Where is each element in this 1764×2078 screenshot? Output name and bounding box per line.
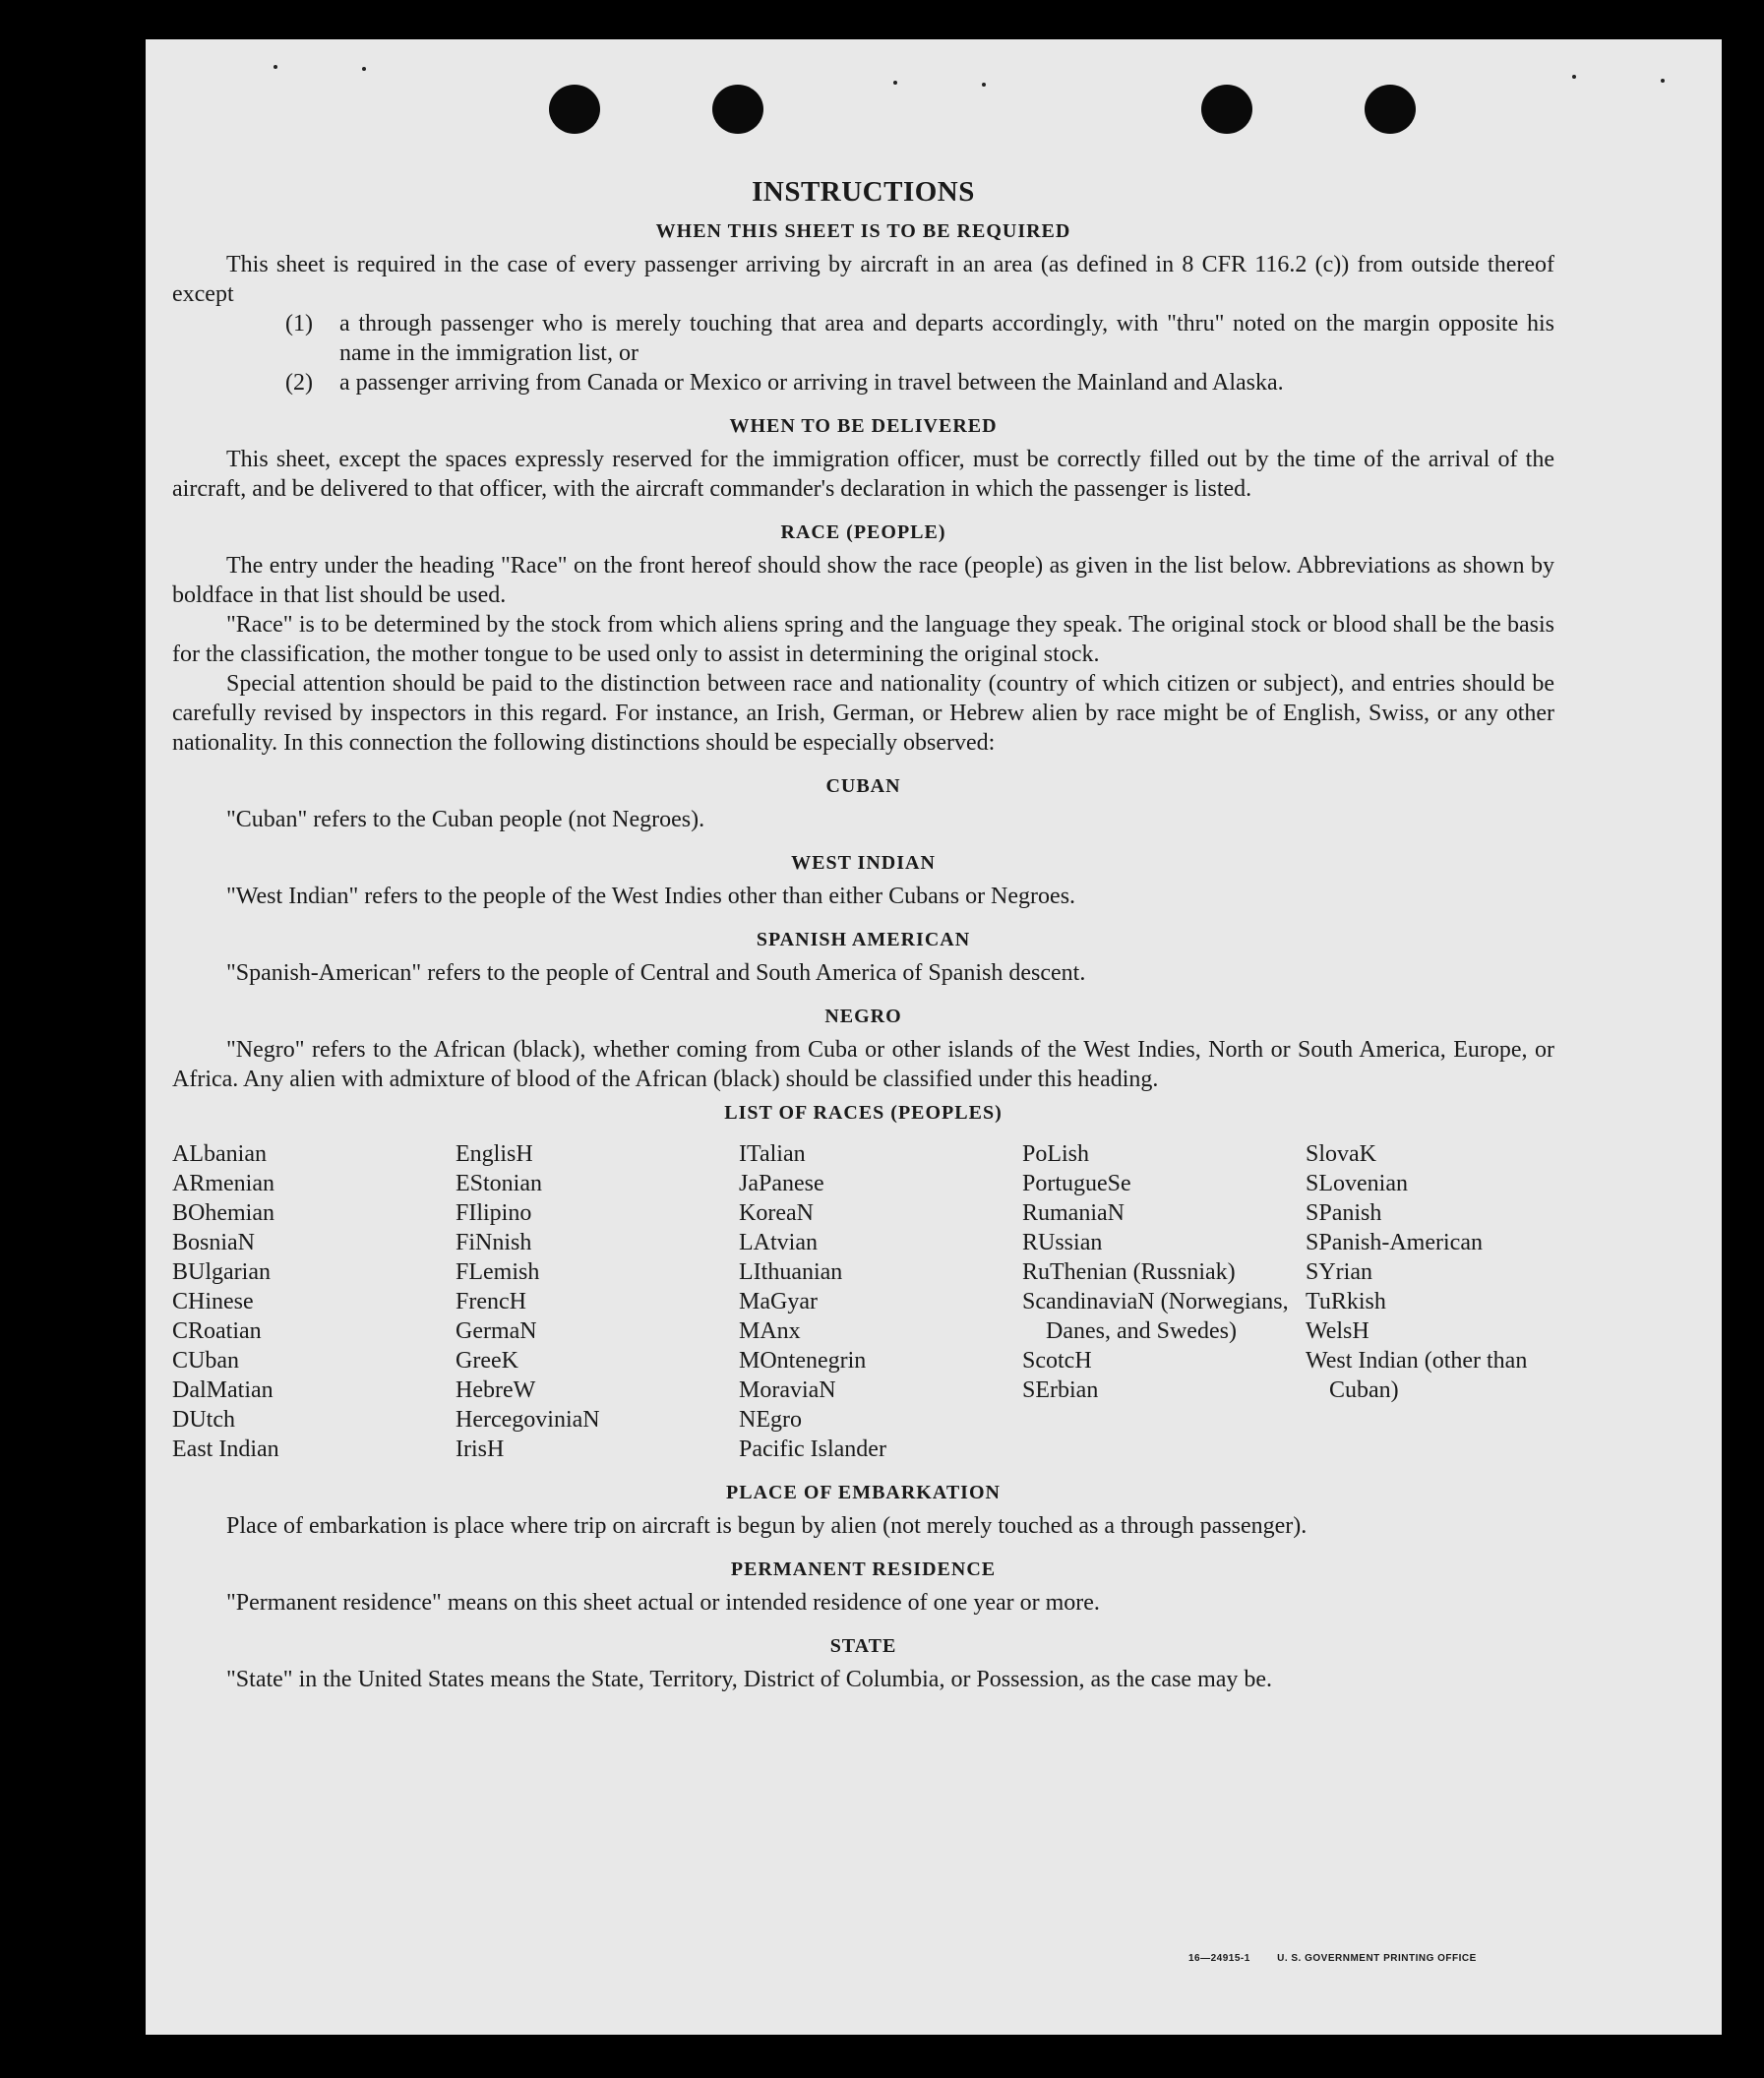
race-entry: BUlgarian — [172, 1259, 271, 1285]
race-entry: ScotcH — [1022, 1348, 1092, 1374]
race-entry: BosniaN — [172, 1230, 255, 1255]
race-entry: FrencH — [456, 1289, 526, 1314]
race-entry: PoLish — [1022, 1141, 1090, 1167]
section-heading-residence: PERMANENT RESIDENCE — [730, 1558, 997, 1580]
race-entry: MOntenegrin — [739, 1348, 867, 1374]
section-heading-race: RACE (PEOPLE) — [780, 521, 946, 543]
race-entry: TuRkish — [1306, 1289, 1386, 1314]
item-text: a passenger arriving from Canada or Mexico or arriving in travel between the Mainland and Alaska. — [339, 370, 1284, 396]
race-column — [456, 1139, 739, 1464]
exception-item — [285, 309, 1554, 368]
race-column — [1022, 1139, 1306, 1464]
form-number: 16—24915-1 — [1188, 1953, 1250, 1964]
punch-hole — [1365, 85, 1416, 134]
race-entry: LAtvian — [739, 1230, 818, 1255]
race-entry: MAnx — [739, 1318, 801, 1344]
race-paragraph-3: Special attention should be paid to the distinction between race and nationality (country of which citizen or subject), and entries should be carefully revised by inspectors in this regard. For instance, an Irish, German, or Hebrew alien by race might be of English, Swiss, or any other nationality. In this connection the following distinctions should be especially observed: — [172, 671, 1554, 756]
race-column — [739, 1139, 1022, 1464]
printer-footer — [1188, 1953, 1500, 1964]
race-entry: DalMatian — [172, 1377, 274, 1403]
race-entry: SPanish-American — [1306, 1230, 1483, 1255]
speck — [893, 81, 897, 85]
section-heading-list: LIST OF RACES (PEOPLES) — [724, 1102, 1003, 1124]
race-entry: HebreW — [456, 1377, 536, 1403]
speck — [362, 67, 366, 71]
instructions-body — [172, 177, 1554, 1694]
section-heading-negro: NEGRO — [824, 1006, 902, 1027]
race-entry: CUban — [172, 1348, 239, 1374]
negro-text: "Negro" refers to the African (black), whether coming from Cuba or other islands of the West Indies, North or South America, Europe, or Africa. Any alien with admixture of blood of the African (black) should be classified under this heading. — [172, 1037, 1554, 1092]
race-entry: RumaniaN — [1022, 1200, 1125, 1226]
race-entry: NEgro — [739, 1407, 802, 1433]
race-entry: West Indian (other than Cuban) — [1306, 1348, 1528, 1403]
document-page — [146, 39, 1722, 2035]
race-entry: MaGyar — [739, 1289, 818, 1314]
page-title: INSTRUCTIONS — [752, 176, 975, 208]
race-entry: WelsH — [1306, 1318, 1369, 1344]
section-heading-state: STATE — [829, 1635, 897, 1657]
race-entry: SYrian — [1306, 1259, 1372, 1285]
race-entry: EStonian — [456, 1171, 542, 1196]
residence-text: "Permanent residence" means on this sheet actual or intended residence of one year or more. — [226, 1590, 1100, 1616]
item-text: a through passenger who is merely touching that area and departs accordingly, with "thru" noted on the margin opposite his name in the immigration list, or — [339, 311, 1554, 366]
race-entry: FiNnish — [456, 1230, 532, 1255]
race-entry: MoraviaN — [739, 1377, 836, 1403]
section-heading-west-indian: WEST INDIAN — [791, 852, 936, 874]
race-entry: KoreaN — [739, 1200, 814, 1226]
race-entry: East Indian — [172, 1436, 279, 1462]
race-column — [1306, 1139, 1566, 1464]
race-column — [172, 1139, 456, 1464]
race-entry: ScandinaviaN (Norwegians, Danes, and Swedes) — [1022, 1289, 1289, 1344]
race-entry: CRoatian — [172, 1318, 262, 1344]
race-entry: FLemish — [456, 1259, 540, 1285]
race-entry: GreeK — [456, 1348, 518, 1374]
west-indian-text: "West Indian" refers to the people of the West Indies other than either Cubans or Negroes. — [226, 884, 1076, 909]
speck — [274, 65, 277, 69]
race-entry: CHinese — [172, 1289, 254, 1314]
exception-item — [285, 368, 1554, 397]
printer-name: U. S. GOVERNMENT PRINTING OFFICE — [1277, 1953, 1477, 1964]
section-heading-delivered: WHEN TO BE DELIVERED — [729, 415, 998, 437]
race-list — [172, 1139, 1554, 1464]
race-entry: GermaN — [456, 1318, 537, 1344]
race-entry: PortugueSe — [1022, 1171, 1131, 1196]
state-text: "State" in the United States means the State, Territory, District of Columbia, or Possession, as the case may be. — [226, 1667, 1273, 1692]
race-paragraph-1: The entry under the heading "Race" on the front hereof should show the race (people) as given in the list below. Abbreviations as shown by boldface in that list should be used. — [172, 553, 1554, 608]
required-text: This sheet is required in the case of every passenger arriving by aircraft in an area (as defined in 8 CFR 116.2 (c)) from outside thereof except — [172, 252, 1554, 307]
race-entry: HercegoviniaN — [456, 1407, 600, 1433]
race-entry: BOhemian — [172, 1200, 274, 1226]
punch-hole — [712, 85, 763, 134]
speck — [1661, 79, 1665, 83]
punch-hole — [549, 85, 600, 134]
race-entry: ITalian — [739, 1141, 806, 1167]
item-number: (2) — [285, 370, 313, 396]
cuban-text: "Cuban" refers to the Cuban people (not Negroes). — [226, 807, 705, 832]
item-number: (1) — [285, 311, 313, 336]
race-entry: SErbian — [1022, 1377, 1099, 1403]
race-entry: FIlipino — [456, 1200, 532, 1226]
race-entry: SPanish — [1306, 1200, 1382, 1226]
race-entry: JaPanese — [739, 1171, 824, 1196]
speck — [1572, 75, 1576, 79]
section-heading-required: WHEN THIS SHEET IS TO BE REQUIRED — [655, 220, 1071, 242]
race-entry: RUssian — [1022, 1230, 1103, 1255]
speck — [982, 83, 986, 87]
section-heading-cuban: CUBAN — [825, 775, 901, 797]
section-heading-spanish-american: SPANISH AMERICAN — [756, 929, 971, 950]
embarkation-text: Place of embarkation is place where trip on aircraft is begun by alien (not merely touched as a through passenger). — [226, 1513, 1308, 1539]
race-entry: SlovaK — [1306, 1141, 1376, 1167]
race-entry: ALbanian — [172, 1141, 267, 1167]
delivered-text: This sheet, except the spaces expressly reserved for the immigration officer, must be correctly filled out by the time of the arrival of the aircraft, and be delivered to that officer, with the aircraft commander's declaration in which the passenger is listed. — [172, 447, 1554, 502]
race-entry: DUtch — [172, 1407, 235, 1433]
race-entry: IrisH — [456, 1436, 505, 1462]
race-paragraph-2: "Race" is to be determined by the stock from which aliens spring and the language they speak. The original stock or blood shall be the basis for the classification, the mother tongue to be used only to assist in determining the original stock. — [172, 612, 1554, 667]
punch-hole — [1201, 85, 1252, 134]
race-entry: RuThenian (Russniak) — [1022, 1259, 1236, 1285]
race-entry: SLovenian — [1306, 1171, 1408, 1196]
race-entry: ARmenian — [172, 1171, 274, 1196]
race-entry: EnglisH — [456, 1141, 533, 1167]
section-heading-embarkation: PLACE OF EMBARKATION — [726, 1482, 1001, 1503]
spanish-american-text: "Spanish-American" refers to the people of Central and South America of Spanish descent. — [226, 960, 1086, 986]
race-entry: Pacific Islander — [739, 1436, 886, 1462]
race-entry: LIthuanian — [739, 1259, 843, 1285]
